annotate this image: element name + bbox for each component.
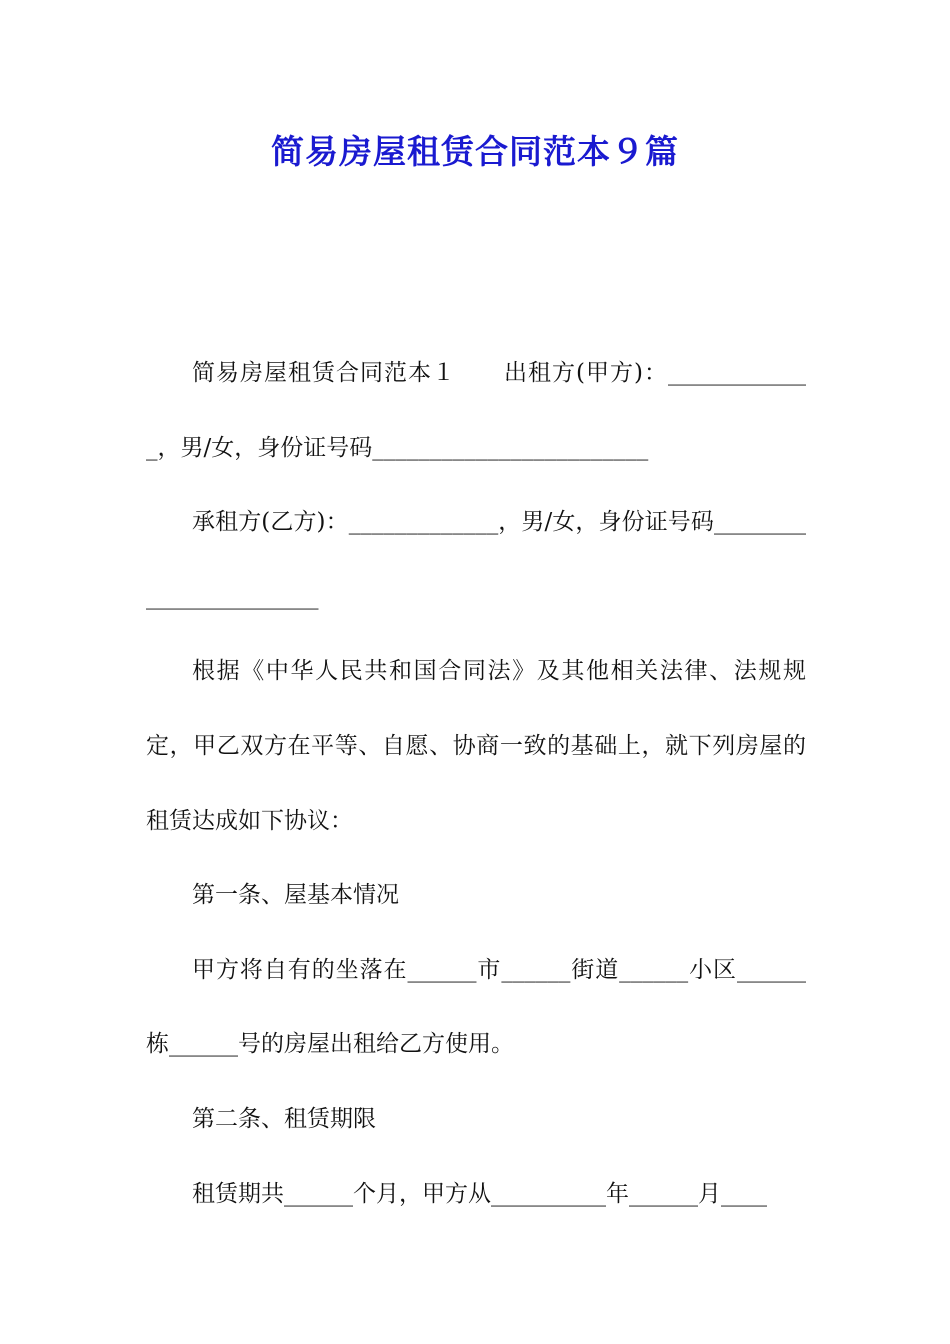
document-body <box>146 336 806 1231</box>
article-2-heading: 第二条、租赁期限 <box>192 1105 376 1132</box>
paragraph-preamble: 根据《中华人民共和国合同法》及其他相关法律、法规规定，甲乙双方在平等、自愿、协商一致的基础上，就下列房屋的租赁达成如下协议： <box>146 658 806 834</box>
article-1-heading: 第一条、屋基本情况 <box>192 882 399 909</box>
document-title: 简易房屋租赁合同范本９篇 <box>271 132 679 171</box>
article-1-body: 甲方将自有的坐落在______市______街道______小区______栋______号的房屋出租给乙方使用。 <box>146 956 806 1058</box>
paragraph-parties-lessor: 简易房屋租赁合同范本１ 出租方(甲方)：_____________，男/女，身份证号码________________________ <box>146 360 806 461</box>
article-2-body: 租赁期共______个月，甲方从__________年______月____ <box>192 1180 767 1207</box>
paragraph-parties-lessee: 承租方(乙方)：_____________，男/女，身份证号码_______________________ <box>146 509 806 610</box>
